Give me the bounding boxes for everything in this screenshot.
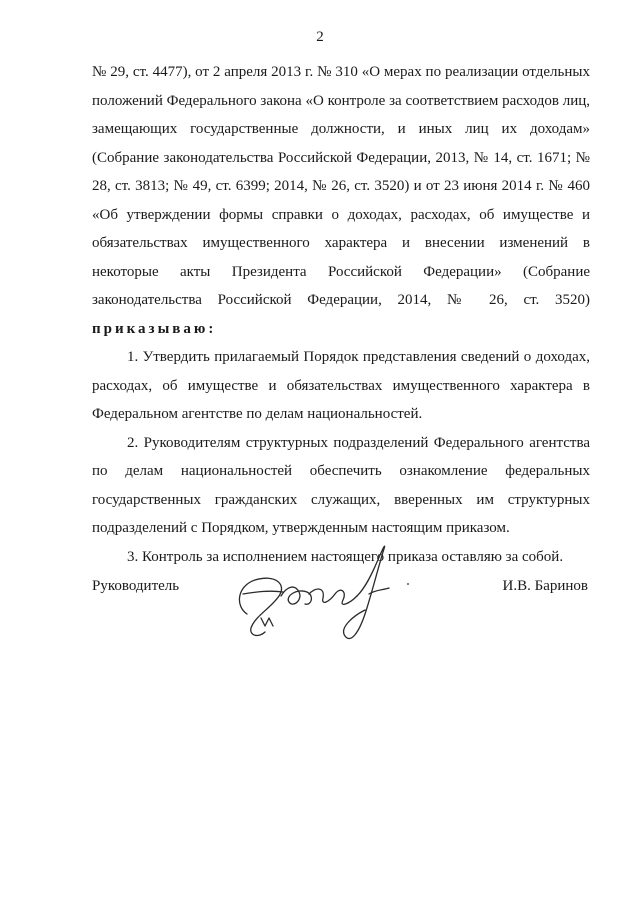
- intro-text: № 29, ст. 4477), от 2 апреля 2013 г. № 310 «О мерах по реализации отдельных положений Федерального закона «О контроле за соответствием расходов лиц, замещающих государственные должности, и иных лиц их доходам» (Собрание законодательства Российской Федерации, 2013, № 14, ст. 1671; № 28, ст. 3813; № 49, ст. 6399; 2014, № 26, ст. 3520) и от 23 июня 2014 г. № 460 «Об утверждении формы справки о доходах, расходах, об имуществе и обязательствах имущественного характера и внесении изменений в некоторые акты Президента Российской Федерации» (Собрание законодательства Российской Федерации, 2014, № 26, ст. 3520): [92, 64, 590, 308]
- signer-name: И.В. Баринов: [502, 578, 588, 594]
- document-body: [92, 58, 590, 571]
- handwritten-signature: [225, 536, 415, 651]
- order-word: приказываю:: [92, 320, 217, 337]
- order-item-2: 2. Руководителям структурных подразделений Федерального агентства по делам национальностей обеспечить ознакомление федеральных государственных гражданских служащих, вверенных им структурных подразделений с Порядком, утвержденным настоящим приказом.: [92, 434, 590, 536]
- intro-paragraph: [92, 58, 590, 343]
- signer-title: Руководитель: [92, 578, 180, 594]
- page-number: 2: [316, 29, 324, 45]
- order-item-1: 1. Утвердить прилагаемый Порядок представления сведений о доходах, расходах, об имуществе и обязательствах имущественного характера в Федеральном агентстве по делам национальностей.: [92, 349, 590, 422]
- signature-block: [0, 566, 640, 666]
- order-item-3: 3. Контроль за исполнением настоящего приказа оставляю за собой.: [127, 548, 564, 565]
